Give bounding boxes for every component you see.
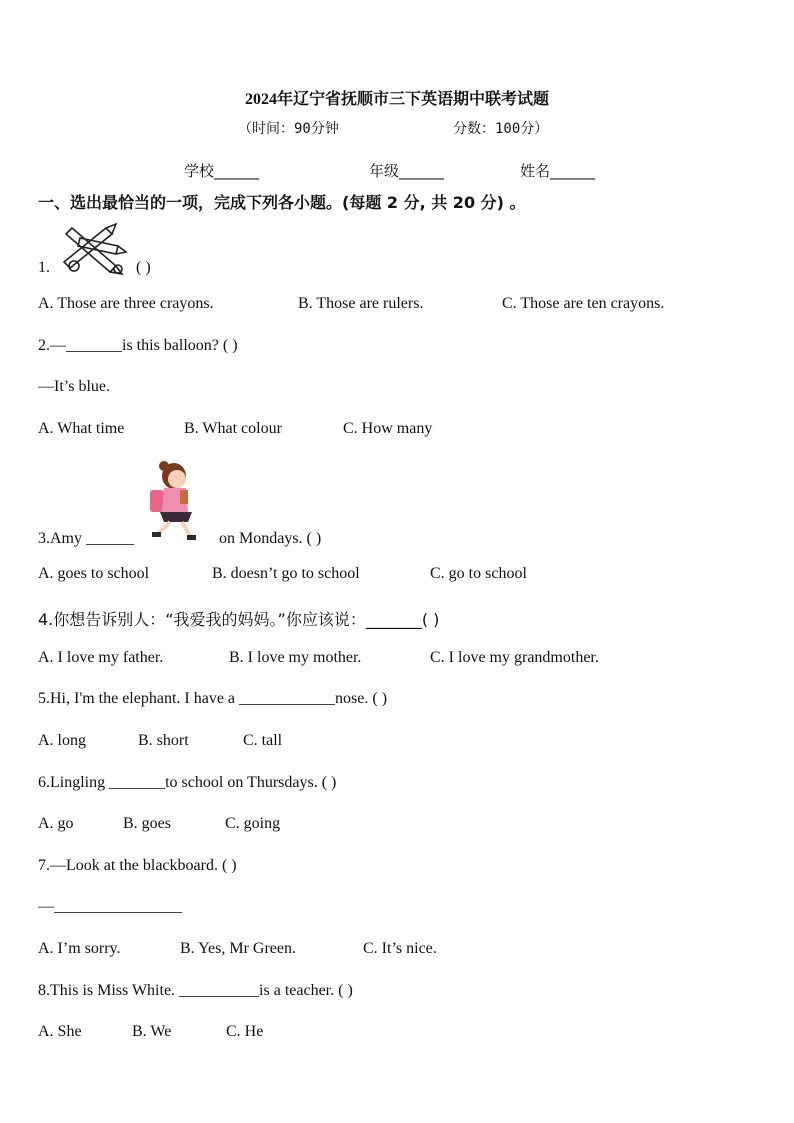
question-8-stem: 8.This is Miss White. __________is a teacher. ( ) (38, 982, 353, 999)
q6-option-c[interactable]: C. going (225, 815, 281, 832)
question-6-stem: 6.Lingling _______to school on Thursdays. ( ) (38, 774, 337, 791)
q8-option-a[interactable]: A. She (38, 1023, 82, 1040)
q1-option-c[interactable]: C. Those are ten crayons. (502, 295, 665, 312)
section-heading: 一、选出最恰当的一项，完成下列各小题。(每题 2 分, 共 20 分) 。 (38, 193, 526, 212)
question-2-answer-line: —It’s blue. (38, 378, 110, 395)
name-field[interactable]: 姓名______ (520, 162, 596, 180)
q5-option-b[interactable]: B. short (138, 732, 189, 749)
q4-option-a[interactable]: A. I love my father. (38, 649, 164, 666)
q8-option-c[interactable]: C. He (226, 1023, 264, 1040)
question-2-stem: 2.—_______is this balloon? ( ) (38, 337, 238, 354)
q2-option-a[interactable]: A. What time (38, 420, 125, 437)
exam-time: （时间：90分钟 (238, 121, 339, 137)
question-3-stem-end: on Mondays. ( ) (219, 530, 322, 547)
school-field[interactable]: 学校______ (184, 162, 260, 180)
girl-running-to-school-image (144, 460, 208, 546)
question-1-blank: ( ) (136, 259, 151, 276)
question-7-stem: 7.—Look at the blackboard. ( ) (38, 857, 237, 874)
q2-option-c[interactable]: C. How many (343, 420, 433, 437)
question-3-stem: 3.Amy ______ (38, 530, 134, 547)
grade-field[interactable]: 年级______ (369, 162, 445, 180)
q5-option-c[interactable]: C. tall (243, 732, 283, 749)
q7-option-a[interactable]: A. I’m sorry. (38, 940, 121, 957)
question-7-answer-line: —________________ (38, 898, 182, 915)
q1-option-b[interactable]: B. Those are rulers. (298, 295, 424, 312)
exam-score: 分数：100分） (453, 121, 549, 137)
page-title: 2024年辽宁省抚顺市三下英语期中联考试题 (244, 91, 549, 108)
q3-option-a[interactable]: A. goes to school (38, 565, 150, 582)
q8-option-b[interactable]: B. We (132, 1023, 172, 1040)
question-5-stem: 5.Hi, I'm the elephant. I have a ____________nose. ( ) (38, 690, 388, 707)
q7-option-b[interactable]: B. Yes, Mr Green. (180, 940, 296, 957)
q3-option-c[interactable]: C. go to school (430, 565, 527, 582)
q6-option-a[interactable]: A. go (38, 815, 74, 832)
question-4-stem: 4.你想告诉别人：“我爱我的妈妈。”你应该说：_______( ) (38, 610, 440, 629)
q4-option-b[interactable]: B. I love my mother. (229, 649, 362, 666)
q5-option-a[interactable]: A. long (38, 732, 86, 749)
q2-option-b[interactable]: B. What colour (184, 420, 282, 437)
crayons-image (58, 222, 130, 278)
q3-option-b[interactable]: B. doesn’t go to school (212, 565, 360, 582)
q4-option-c[interactable]: C. I love my grandmother. (430, 649, 599, 666)
q7-option-c[interactable]: C. It’s nice. (363, 940, 437, 957)
q1-option-a[interactable]: A. Those are three crayons. (38, 295, 214, 312)
question-1-number: 1. (38, 259, 50, 276)
q6-option-b[interactable]: B. goes (123, 815, 171, 832)
